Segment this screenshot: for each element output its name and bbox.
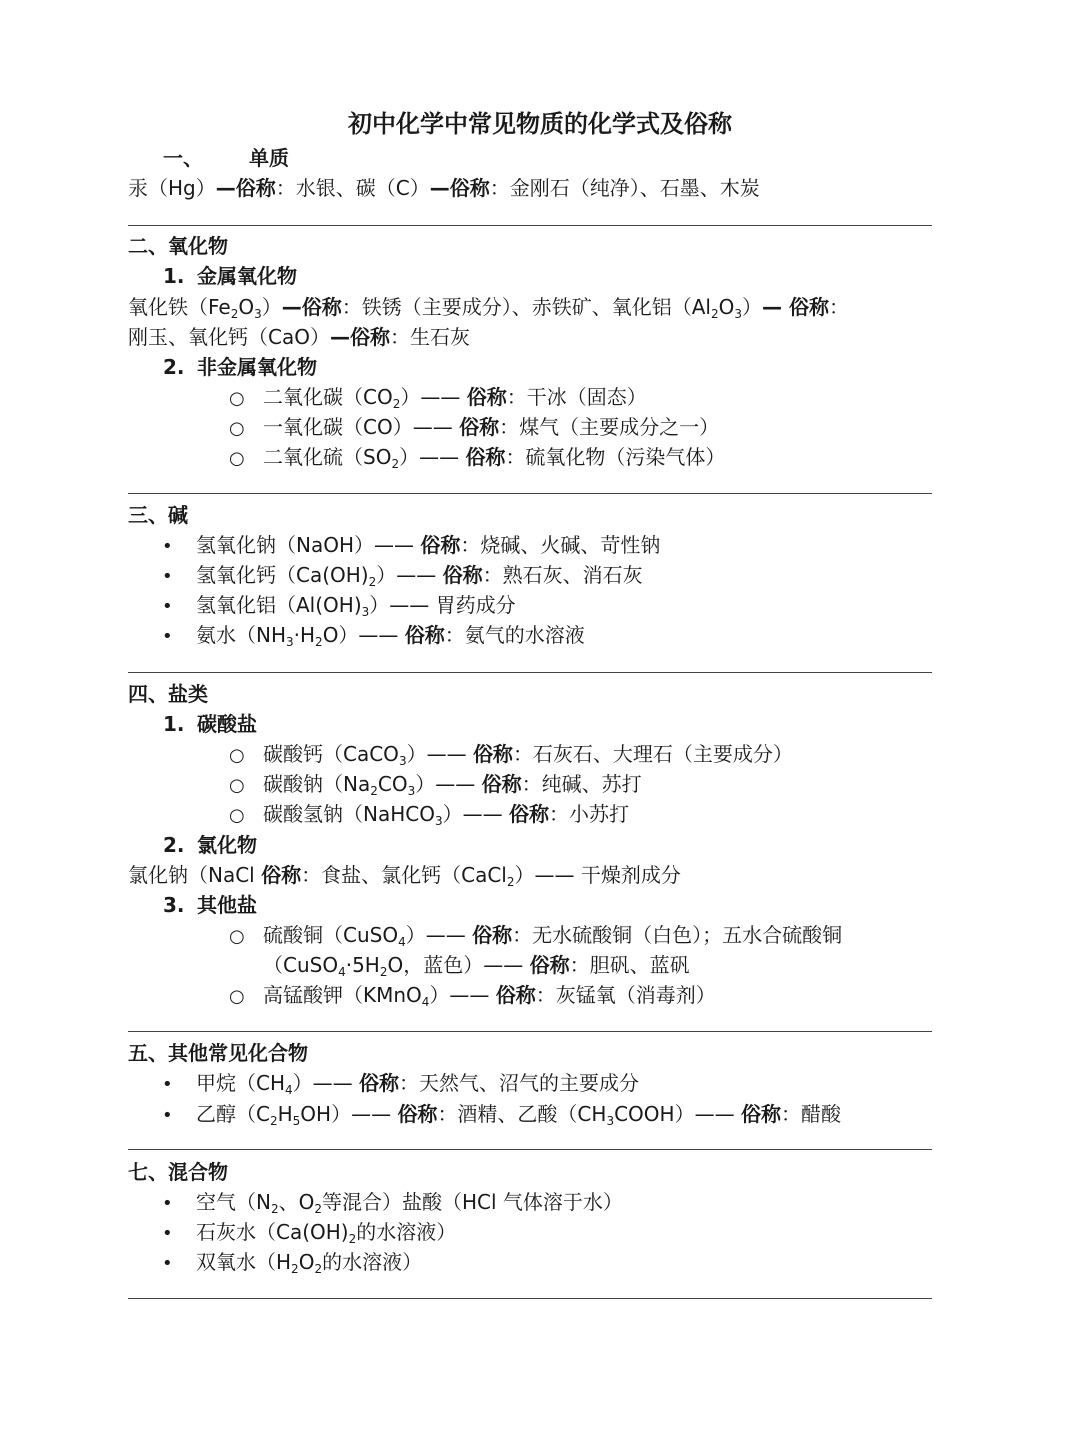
section-5-heading: 五、其他常见化合物 bbox=[128, 1041, 308, 1065]
section-3-heading: 三、碱 bbox=[128, 503, 188, 527]
list-item: 氨水$(NH_3\cdot H_2O)——$ 俗称：氨气的水溶液 bbox=[196, 623, 585, 649]
section-1-title: 单质 bbox=[249, 146, 289, 170]
circle-bullet-icon: ○ bbox=[229, 805, 245, 826]
circle-bullet-icon: ○ bbox=[229, 448, 245, 469]
list-item: 高锰酸钾（KMnO$_4$）—— 俗称：灰锰氧（消毒剂） bbox=[263, 983, 716, 1009]
section-1-heading bbox=[163, 143, 289, 173]
divider bbox=[128, 1149, 932, 1150]
section-7-heading: 七、混合物 bbox=[128, 1160, 228, 1184]
subheading: 1. 金属氧化物 bbox=[163, 264, 297, 288]
section-4-chloride-line: 氯化钠（NaCl 俗称：食盐、氯化钙（CaCl$_2$）—— 干燥剂成分 bbox=[128, 863, 681, 889]
section-2-line-2: 刚玉、氧化钙（CaO）—俗称：生石灰 bbox=[128, 325, 470, 349]
section-4-heading: 四、盐类 bbox=[128, 682, 208, 706]
list-item: 氢氧化钙$(Ca(OH)_2)——$ 俗称：熟石灰、消石灰 bbox=[196, 563, 643, 589]
bullet-icon: • bbox=[162, 1074, 173, 1095]
bullet-icon: • bbox=[162, 536, 173, 557]
divider bbox=[128, 225, 932, 226]
section-1-number: 一、 bbox=[163, 146, 203, 170]
bullet-icon: • bbox=[162, 1193, 173, 1214]
subheading: 3. 其他盐 bbox=[163, 893, 257, 917]
subheading: 1. 碳酸盐 bbox=[163, 712, 257, 736]
circle-bullet-icon: ○ bbox=[229, 745, 245, 766]
list-item: 空气（$N_2$、$O_2$等混合）盐酸（HCl 气体溶于水） bbox=[196, 1190, 623, 1216]
list-item: 碳酸钙（CaCO$_3$）—— 俗称：石灰石、大理石（主要成分） bbox=[263, 742, 793, 768]
divider bbox=[128, 493, 932, 494]
list-item: 二氧化碳$(CO_2)——$ 俗称：干冰（固态） bbox=[263, 385, 647, 411]
circle-bullet-icon: ○ bbox=[229, 986, 245, 1007]
bullet-icon: • bbox=[162, 1253, 173, 1274]
divider bbox=[128, 1031, 932, 1032]
section-2-line-1: 氧化铁$(Fe_2O_3)—$俗称：铁锈（主要成分）、赤铁矿、氧化铝$(Al_2O_3)—$ 俗称： bbox=[128, 295, 849, 321]
bullet-icon: • bbox=[162, 1223, 173, 1244]
circle-bullet-icon: ○ bbox=[229, 775, 245, 796]
list-item: 一氧化碳（CO）—— 俗称：煤气（主要成分之一） bbox=[263, 415, 720, 439]
section-1-line: 汞（Hg）—俗称：水银、碳（C）—俗称：金刚石（纯净）、石墨、木炭 bbox=[128, 176, 760, 200]
divider bbox=[128, 672, 932, 673]
bullet-icon: • bbox=[162, 626, 173, 647]
bullet-icon: • bbox=[162, 1105, 173, 1126]
list-item: 石灰水（$Ca(OH)_2$的水溶液） bbox=[196, 1220, 457, 1246]
bullet-icon: • bbox=[162, 596, 173, 617]
divider bbox=[128, 1298, 932, 1299]
list-item: 硫酸铜（CuSO$_4$）—— 俗称：无水硫酸铜（白色）；五水合硫酸铜 bbox=[263, 923, 843, 949]
page-title: 初中化学中常见物质的化学式及俗称 bbox=[348, 110, 732, 138]
list-item: 碳酸氢钠（NaHCO$_3$）—— 俗称：小苏打 bbox=[263, 802, 629, 828]
list-item: 二氧化硫$(SO_2)——$ 俗称：硫氧化物（污染气体） bbox=[263, 445, 726, 471]
list-item: 氢氧化钠（NaOH）—— 俗称：烧碱、火碱、苛性钠 bbox=[196, 533, 661, 557]
subheading: 2. 非金属氧化物 bbox=[163, 355, 317, 379]
list-item: 乙醇$(C_2H_5OH)——$ 俗称：酒精、乙酸$(CH_3COOH)——$ 俗称：醋酸 bbox=[196, 1102, 841, 1128]
circle-bullet-icon: ○ bbox=[229, 418, 245, 439]
list-item: 碳酸钠$(Na_2CO_3)——$ 俗称：纯碱、苏打 bbox=[263, 772, 642, 798]
list-item-continuation: （$CuSO_4\cdot 5H_2O$，蓝色）—— 俗称：胆矾、蓝矾 bbox=[263, 953, 690, 979]
subheading: 2. 氯化物 bbox=[163, 833, 257, 857]
list-item: 甲烷$(CH_4)——$ 俗称：天然气、沼气的主要成分 bbox=[196, 1071, 640, 1097]
bullet-icon: • bbox=[162, 566, 173, 587]
circle-bullet-icon: ○ bbox=[229, 926, 245, 947]
section-2-heading: 二、氧化物 bbox=[128, 234, 228, 258]
list-item: 双氧水（$H_2O_2$的水溶液） bbox=[196, 1250, 423, 1276]
circle-bullet-icon: ○ bbox=[229, 388, 245, 409]
list-item: 氢氧化铝$(Al(OH)_3)——$ 胃药成分 bbox=[196, 593, 516, 619]
